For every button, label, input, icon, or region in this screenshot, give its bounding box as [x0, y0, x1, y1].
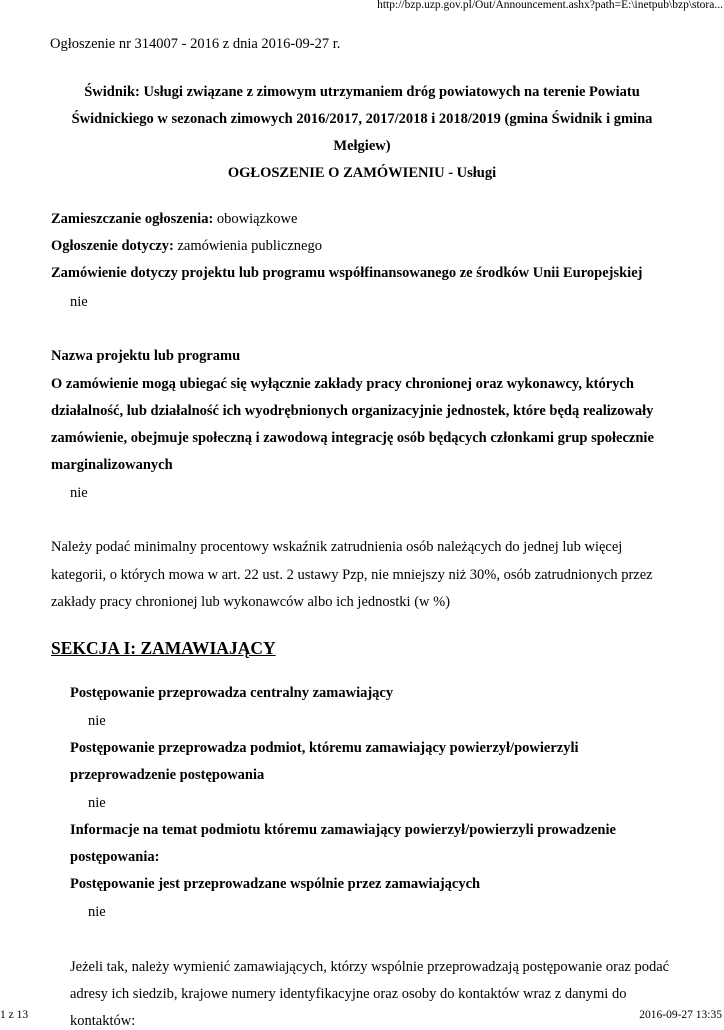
joint-answer: nie	[88, 904, 106, 920]
joint-list-line-3: kontaktów:	[70, 1013, 136, 1029]
joint-list-line-2: adresy ich siedzib, krajowe numery identyfikacyjne oraz osoby do kontaktów wraz z danymi do	[70, 986, 627, 1002]
eu-answer: nie	[70, 294, 88, 310]
joint-question: Postępowanie jest przeprowadzane wspólnie przez zamawiających	[70, 876, 481, 892]
title-line-2: Świdnickiego w sezonach zimowych 2016/2017, 2017/2018 i 2018/2019 (gmina Świdnik i gmina	[71, 111, 653, 127]
eu-question: Zamówienie dotyczy projektu lub programu współfinansowanego ze środków Unii Europejskiej	[51, 265, 643, 281]
sheltered-question-4: marginalizowanych	[51, 457, 173, 473]
concerns-label: Ogłoszenie dotyczy:	[51, 238, 174, 254]
announcement-number: Ogłoszenie nr 314007 - 2016 z dnia 2016-09-27 r.	[50, 36, 341, 52]
concerns-value: zamówienia publicznego	[177, 238, 322, 254]
publication-row	[51, 211, 297, 228]
print-datetime: 2016-09-27 13:35	[639, 1009, 722, 1021]
publication-value: obowiązkowe	[216, 211, 298, 227]
section-1-heading: SEKCJA I: ZAMAWIAJĄCY	[51, 638, 276, 658]
title-line-1: Świdnik: Usługi związane z zimowym utrzymaniem dróg powiatowych na terenie Powiatu	[84, 84, 640, 100]
concerns-row	[51, 238, 322, 255]
title-line-3: Mełgiew)	[333, 138, 391, 154]
joint-list-line-1: Jeżeli tak, należy wymienić zamawiających, którzy wspólnie przeprowadzają postępowanie oraz podać	[70, 959, 670, 975]
sheltered-question-1: O zamówienie mogą ubiegać się wyłącznie zakłady pracy chronionej oraz wykonawcy, których	[51, 376, 634, 392]
page-number: 1 z 13	[0, 1009, 29, 1021]
central-question: Postępowanie przeprowadza centralny zamawiający	[70, 685, 394, 701]
info-question-2: postępowania:	[70, 849, 160, 865]
sheltered-question-2: działalność, lub działalność ich wyodrębnionych organizacyjnie jednostek, które będą realizowały	[51, 403, 654, 419]
notice-type-heading: OGŁOSZENIE O ZAMÓWIENIU - Usługi	[227, 165, 497, 181]
sheltered-answer: nie	[70, 485, 88, 501]
employment-line-1: Należy podać minimalny procentowy wskaźnik zatrudnienia osób należących do jednej lub więcej	[51, 539, 623, 555]
publication-label: Zamieszczanie ogłoszenia:	[51, 211, 214, 227]
project-name-label: Nazwa projektu lub programu	[51, 348, 241, 364]
delegated-answer: nie	[88, 795, 106, 811]
header-url: http://bzp.uzp.gov.pl/Out/Announcement.ashx?path=E:\inetpub\bzp\stora...	[377, 0, 723, 11]
delegated-question-2: przeprowadzenie postępowania	[70, 767, 265, 783]
central-answer: nie	[88, 713, 106, 729]
employment-line-3: zakłady pracy chronionej lub wykonawców albo ich jednostki (w %)	[51, 594, 451, 610]
info-question-1: Informacje na temat podmiotu któremu zamawiający powierzył/powierzyli prowadzenie	[70, 822, 616, 838]
employment-line-2: kategorii, o których mowa w art. 22 ust. 2 ustawy Pzp, nie mniejszy niż 30%, osób zatrudnionych przez	[51, 567, 653, 583]
sheltered-question-3: zamówienie, obejmuje społeczną i zawodową integrację osób będących członkami grup społecznie	[51, 430, 654, 446]
delegated-question-1: Postępowanie przeprowadza podmiot, któremu zamawiający powierzył/powierzyli	[70, 740, 579, 756]
